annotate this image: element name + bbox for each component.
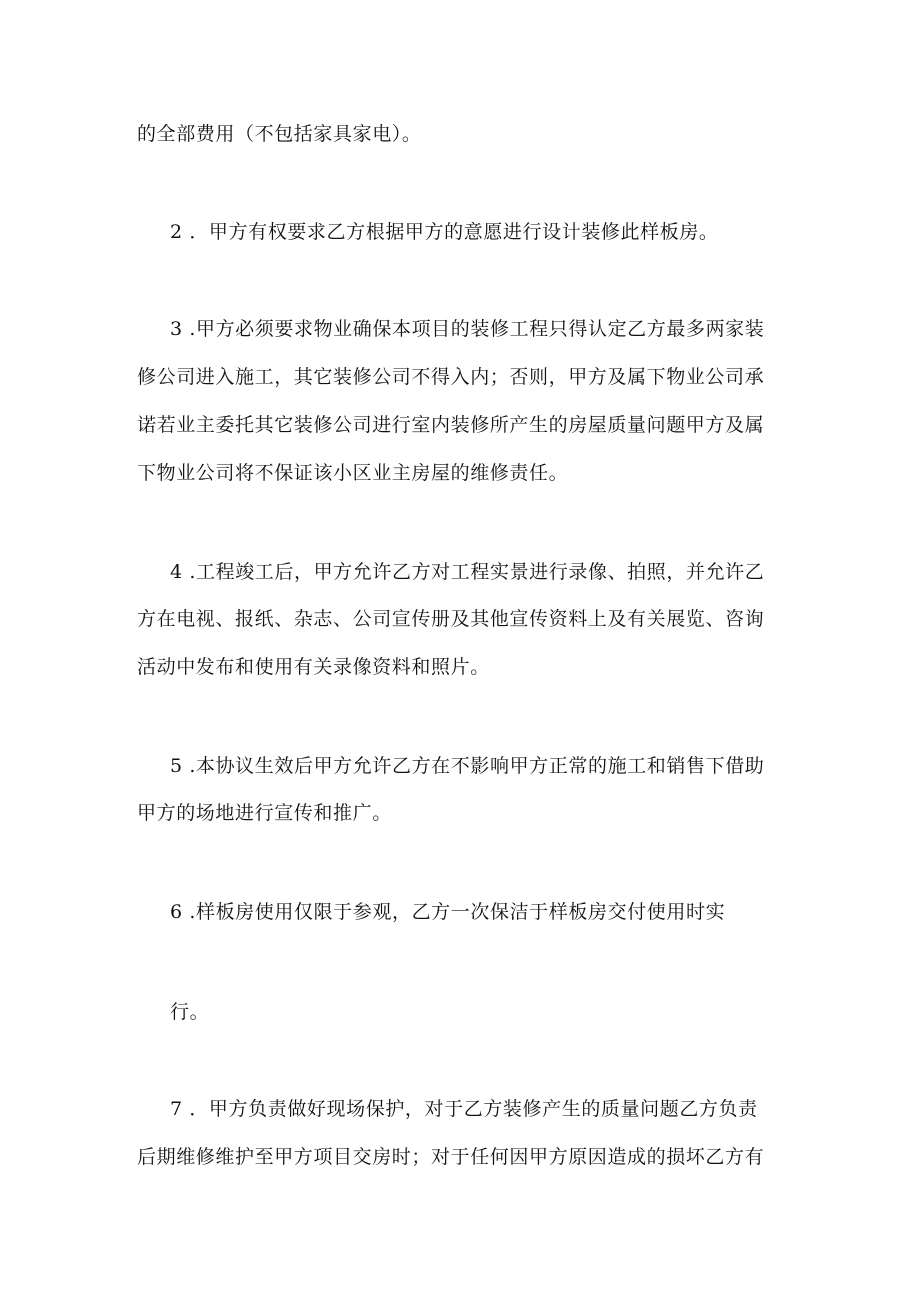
paragraph-line: 诺若业主委托其它装修公司进行室内装修所产生的房屋质量问题甲方及属 — [137, 414, 765, 436]
paragraph-line: 的全部费用（不包括家具家电）。 — [137, 123, 422, 145]
paragraph-line: 6 .样板房使用仅限于参观，乙方一次保洁于样板房交付使用时实 — [170, 901, 726, 923]
paragraph-line: 7 ．甲方负责做好现场保护，对于乙方装修产生的质量问题乙方负责 — [170, 1098, 758, 1120]
paragraph-line: 3 .甲方必须要求物业确保本项目的装修工程只得认定乙方最多两家装 — [170, 318, 765, 340]
paragraph-line: 修公司进入施工，其它装修公司不得入内；否则，甲方及属下物业公司承 — [137, 366, 765, 388]
paragraph-line: 甲方的场地进行宣传和推广。 — [137, 802, 392, 824]
paragraph-line: 4 .工程竣工后，甲方允许乙方对工程实景进行录像、拍照，并允许乙 — [170, 561, 765, 583]
paragraph-line: 方在电视、报纸、杂志、公司宣传册及其他宣传资料上及有关展览、咨询 — [137, 608, 765, 630]
paragraph-line: 后期维修维护至甲方项目交房时；对于任何因甲方原因造成的损坏乙方有 — [137, 1146, 765, 1168]
paragraph-line: 行。 — [170, 1001, 210, 1023]
paragraph-line: 下物业公司将不保证该小区业主房屋的维修责任。 — [137, 462, 569, 484]
paragraph-line: 5 .本协议生效后甲方允许乙方在不影响甲方正常的施工和销售下借助 — [170, 755, 765, 777]
paragraph-line: 活动中发布和使用有关录像资料和照片。 — [137, 656, 490, 678]
paragraph-line: 2 ．甲方有权要求乙方根据甲方的意愿进行设计装修此样板房。 — [170, 221, 719, 243]
